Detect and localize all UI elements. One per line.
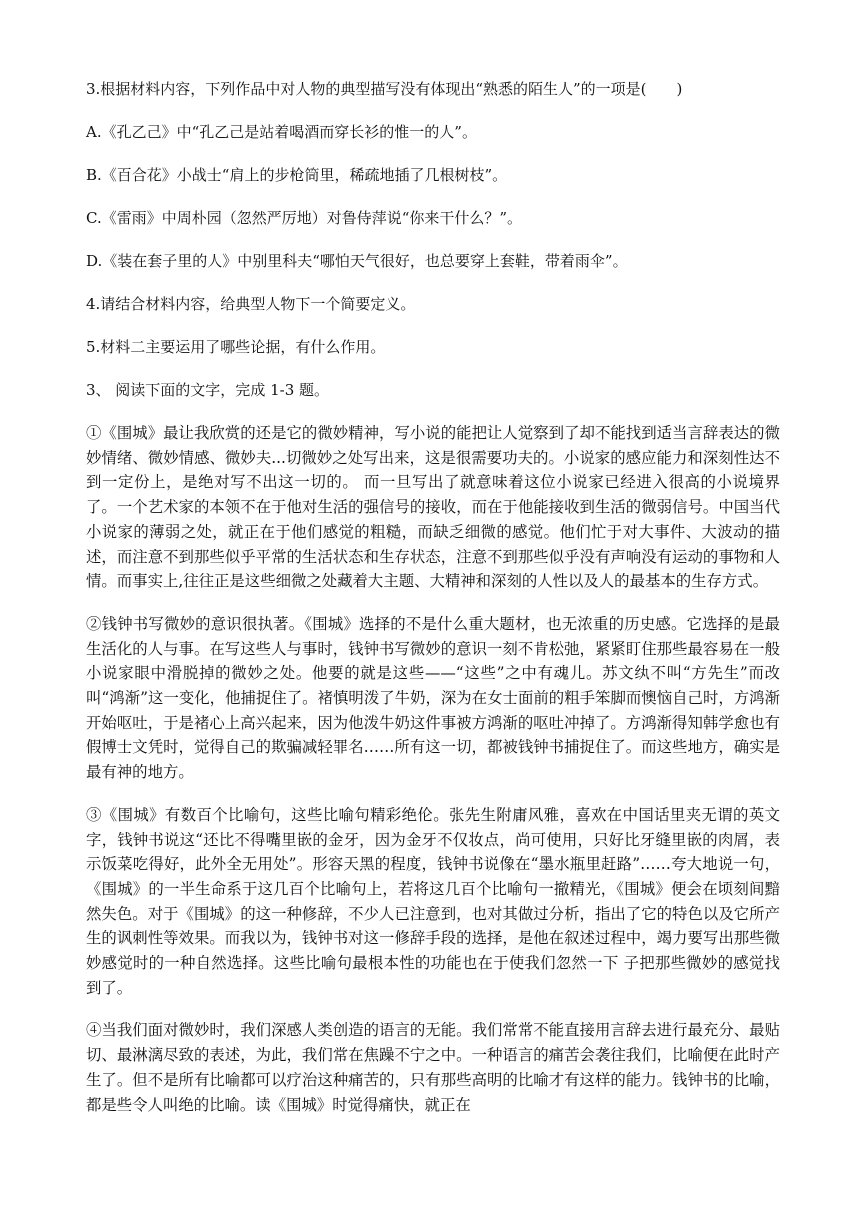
question-3-option-b: B.《百合花》小战士“肩上的步枪筒里，稀疏地插了几根树枝”。 [86,166,508,184]
question-3-option-a: A.《孔乙己》中“孔乙己是站着喝酒而穿长衫的惟一的人”。 [86,123,477,141]
passage-paragraph-4: ④当我们面对微妙时，我们深感人类创造的语言的无能。我们常常不能直接用言辞去进行最充分、最贴切、最淋漓尽致的表述，为此，我们常在焦躁不宁之中。一种语言的痛苦会袭往我们，比喻便在此时产生了。但不是所有比喻都可以疗治这种痛苦的，只有那些高明的比喻才有这样的能力。钱钟书的比喻，都是些令人叫绝的比喻。读《围城》时觉得痛快，就正在 [86,1021,780,1114]
question-5: 5.材料二主要运用了哪些论据，有什么作用。 [86,338,386,356]
section-heading: 3、 阅读下面的文字，完成 1-3 题。 [86,381,330,399]
document-page [86,78,780,1135]
passage-paragraph-3: ③《围城》有数百个比喻句，这些比喻句精彩绝伦。张先生附庸风雅，喜欢在中国话里夹无谓的英文字，钱钟书说这“还比不得嘴里嵌的金牙，因为金牙不仅妆点，尚可使用，只好比牙缝里嵌的肉屑，表示饭菜吃得好，此外全无用处”。形容天黑的程度，钱钟书说像在“墨水瓶里赶路”……夸大地说一句，《围城》的一半生命系于这几百个比喻句上，若将这几百个比喻句一撤精光，《围城》便会在顷刻间黯然失色。对于《围城》的这一种修辞，不少人已注意到，也对其做过分析，指出了它的特色以及它所产生的讽刺性等效果。而我以为，钱钟书对这一修辞手段的选择，是他在叙述过程中，竭力要写出那些微妙感觉时的一种自然选择。这些比喻句最根本性的功能也在于使我们忽然一下 子把那些微妙的感觉找到了。 [86,805,780,997]
question-3-option-d: D.《装在套子里的人》中别里科夫“哪怕天气很好，也总要穿上套鞋，带着雨伞”。 [86,252,628,270]
question-3-stem: 3.根据材料内容，下列作品中对人物的典型描写没有体现出“熟悉的陌生人”的一项是( ) [86,80,683,98]
passage-paragraph-2: ②钱钟书写微妙的意识很执著。《围城》选择的不是什么重大题材，也无浓重的历史感。它选择的是最生活化的人与事。在写这些人与事时，钱钟书写微妙的意识一刻不肯松弛，紧紧盯住那些最容易在一般小说家眼中滑脱掉的微妙之处。他要的就是这些——“这些”之中有魂儿。苏文纨不叫“方先生”而改叫“鸿渐”这一变化，他捕捉住了。褚慎明泼了牛奶，深为在女士面前的粗手笨脚而懊恼自己时，方鸿渐开始呕吐，于是褚心上高兴起来，因为他泼牛奶这件事被方鸿渐的呕吐冲掉了。方鸿渐得知韩学愈也有假博士文凭时，觉得自己的欺骗减轻罪名……所有这一切，都被钱钟书捕捉住了。而这些地方，确实是最有神的地方。 [86,614,780,782]
question-4: 4.请结合材料内容，给典型人物下一个简要定义。 [86,295,416,313]
question-3-option-c: C.《雷雨》中周朴园（忽然严厉地）对鲁侍萍说“你来干什么？”。 [86,209,523,227]
passage-paragraph-1: ①《围城》最让我欣赏的还是它的微妙精神，写小说的能把让人觉察到了却不能找到适当言辞表达的微妙情绪、微妙情感、微妙夫...切微妙之处写出来，这是很需要功夫的。小说家的感应能力和深刻性达不到一定份上，是绝对写不出这一切的。 而一旦写出了就意味着这位小说家已经进入很高的小说境界了。一个艺术家的本领不在于他对生活的强信号的接收，而在于他能接收到生活的微弱信号。中国当代小说家的薄弱之处，就正在于他们感觉的粗糙，而缺乏细微的感觉。他们忙于对大事件、大波动的描述，而注意不到那些似乎平常的生活状态和生存状态，注意不到那些似乎没有声响没有运动的事物和人情。而事实上,往往正是这些细微之处藏着大主题、大精神和深刻的人性以及人的最基本的生存方式。 [86,424,780,591]
